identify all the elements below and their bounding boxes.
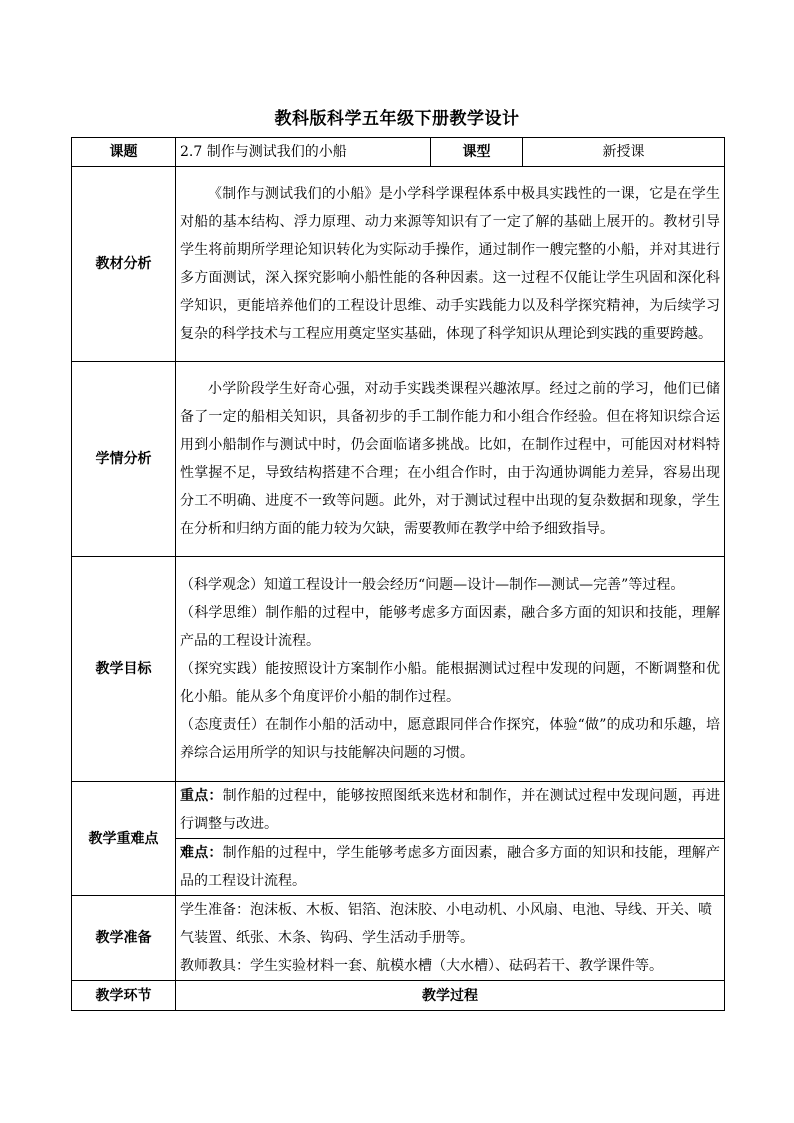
type-value: 新授课 [523,138,725,167]
teaching-process-label: 教学过程 [176,981,725,1011]
process-header-row [72,981,725,1011]
key-point-label: 重点： [180,788,223,804]
key-points-label: 教学重难点 [72,782,176,896]
lesson-plan-table [71,137,725,1011]
preparation-label: 教学准备 [72,896,176,981]
difficult-point-text: 制作船的过程中，学生能够考虑多方面因素，融合多方面的知识和技能，理解产品的工程设计流程。 [180,845,721,889]
material-analysis-cell [176,167,725,362]
student-analysis-text: 小学阶段学生好奇心强，对动手实践类课程兴趣浓厚。经过之前的学习，他们已储备了一定的船相关知识，具备初步的手工制作能力和小组合作经验。但在将知识综合运用到小船制作与测试中时，仍会面临诸多挑战。比如，在制作过程中，可能因对材料特性掌握不足，导致结构搭建不合理；在小组合作时，由于沟通协调能力差异，容易出现分工不明确、进度不一致等问题。此外，对于测试过程中出现的复杂数据和现象，学生在分析和归纳方面的能力较为欠缺，需要教师在教学中给予细致指导。 [180,381,720,537]
difficult-point-label: 难点： [180,845,223,861]
key-point-text: 制作船的过程中，能够按照图纸来选材和制作，并在测试过程中发现问题，再进行调整与改进。 [180,788,721,832]
preparation-row [72,896,725,981]
page-title: 教科版科学五年级下册教学设计 [274,109,520,129]
student-preparation-text: 学生准备：泡沫板、木板、铝箔、泡沫胶、小电动机、小风扇、电池、导线、开关、喷气装置、纸张、木条、钩码、学生活动手册等。 [180,902,712,946]
teacher-preparation-text: 教师教具：学生实验材料一套、航模水槽（大水槽）、砝码若干、教学课件等。 [180,958,663,974]
objectives-cell [176,557,725,782]
key-point-row [72,782,725,839]
student-analysis-label: 学情分析 [72,362,176,557]
topic-label: 课题 [72,138,176,167]
material-analysis-row [72,167,725,362]
objective-item: （科学观念）知道工程设计一般会经历“问题—设计—制作—测试—完善”等过程。 [180,577,685,593]
objective-item: （探究实践）能按照设计方案制作小船。能根据测试过程中发现的问题，不断调整和优化小船。能从多个角度评价小船的制作过程。 [180,661,720,705]
material-analysis-label: 教材分析 [72,167,176,362]
key-point-cell [176,782,725,839]
topic-value: 2.7 制作与测试我们的小船 [176,138,431,167]
difficult-point-cell [176,839,725,896]
objective-item: （科学思维）制作船的过程中，能够考虑多方面因素，融合多方面的知识和技能，理解产品的工程设计流程。 [180,605,720,649]
objective-item: （态度责任）在制作小船的活动中，愿意跟同伴合作探究，体验“做”的成功和乐趣，培养综合运用所学的知识与技能解决问题的习惯。 [180,717,720,761]
student-analysis-cell [176,362,725,557]
objectives-row [72,557,725,782]
student-analysis-row [72,362,725,557]
material-analysis-text: 《制作与测试我们的小船》是小学科学课程体系中极具实践性的一课，它是在学生对船的基本结构、浮力原理、动力来源等知识有了一定了解的基础上展开的。教材引导学生将前期所学理论知识转化为实际动手操作，通过制作一艘完整的小船，并对其进行多方面测试，深入探究影响小船性能的各种因素。这一过程不仅能让学生巩固和深化科学知识，更能培养他们的工程设计思维、动手实践能力以及科学探究精神，为后续学习复杂的科学技术与工程应用奠定坚实基础，体现了科学知识从理论到实践的重要跨越。 [180,186,720,342]
preparation-cell [176,896,725,981]
topic-row [72,138,725,167]
teaching-stage-label: 教学环节 [72,981,176,1011]
objectives-label: 教学目标 [72,557,176,782]
type-label: 课型 [431,138,523,167]
